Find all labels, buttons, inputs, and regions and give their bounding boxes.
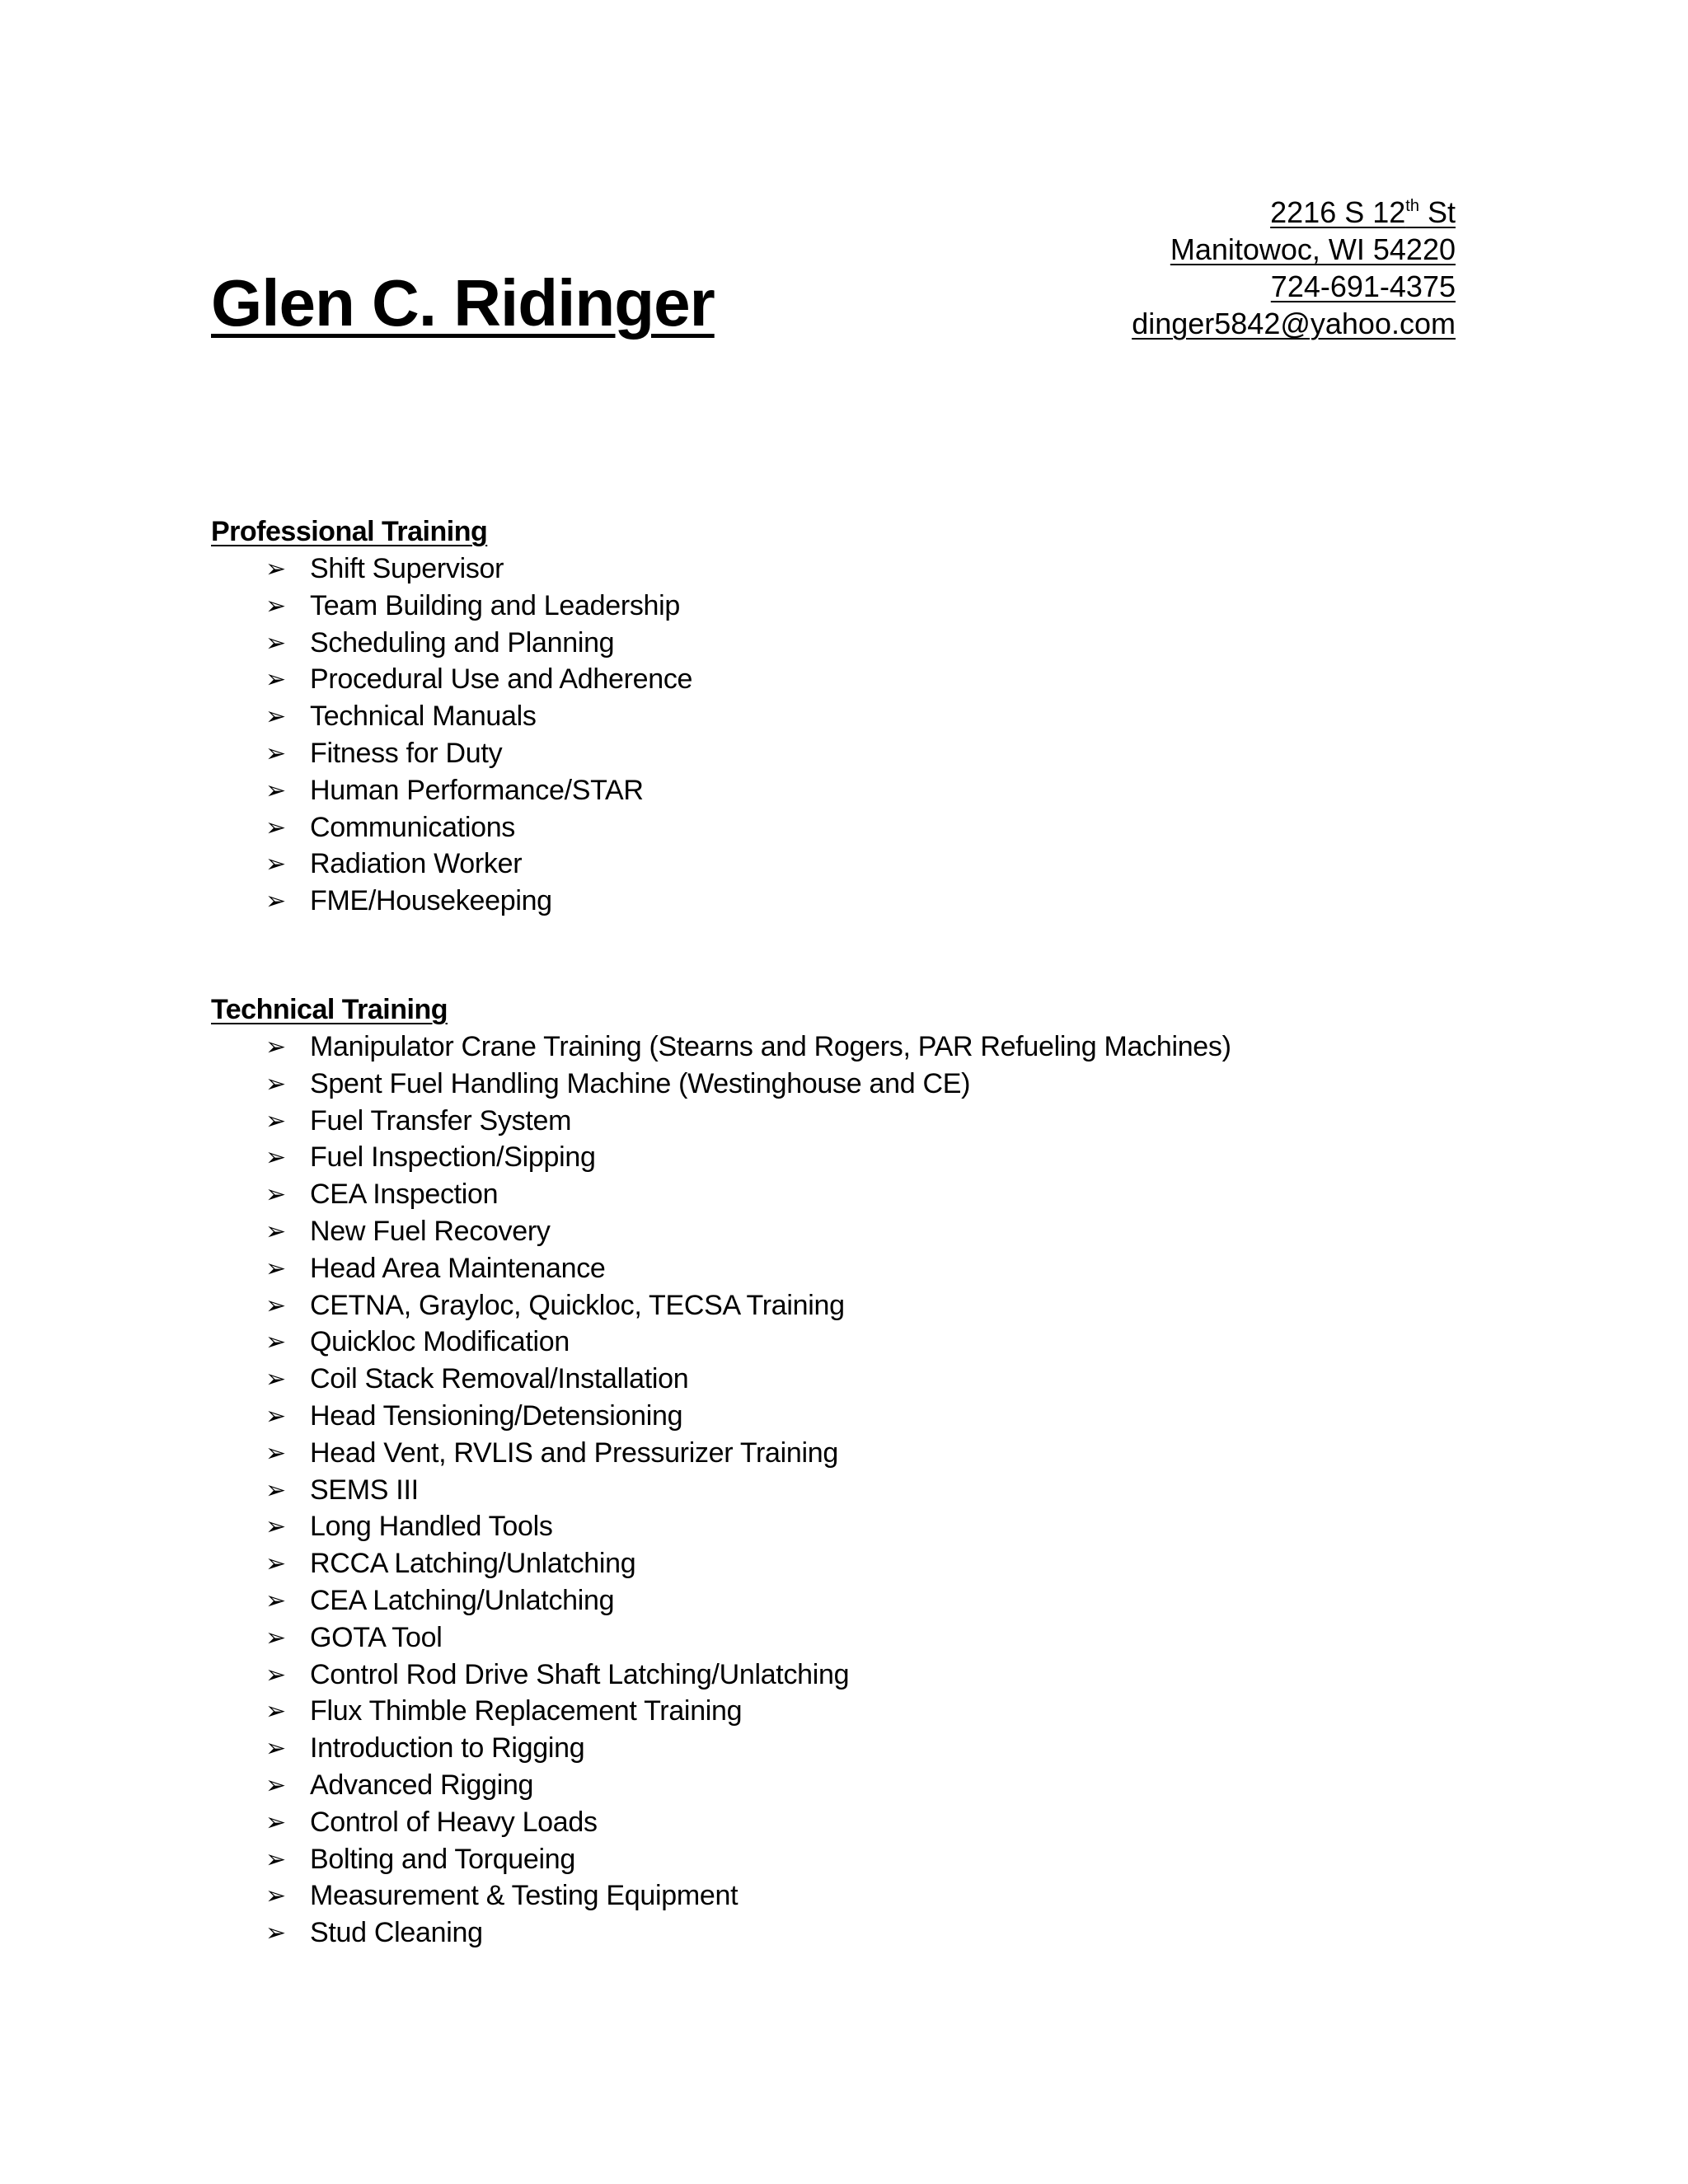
list-item-text: Manipulator Crane Training (Stearns and Rogers, PAR Refueling Machines) (310, 1031, 1231, 1062)
arrowhead-bullet-icon: ➢ (265, 1033, 286, 1062)
list-item-text: Fuel Inspection/Sipping (310, 1141, 596, 1174)
list-item (211, 698, 692, 735)
contact-block (1132, 194, 1456, 342)
list-item-text: FME/Housekeeping (310, 885, 552, 917)
list-item (211, 846, 692, 883)
phone-number: 724-691-4375 (1270, 269, 1456, 303)
list-item-text: Shift Supervisor (310, 553, 504, 584)
technical-training-section (211, 991, 1231, 1952)
list-item (211, 1324, 1231, 1361)
arrowhead-bullet-icon: ➢ (265, 1106, 286, 1136)
arrowhead-bullet-icon: ➢ (265, 1216, 286, 1246)
list-item-text: Advanced Rigging (310, 1769, 534, 1801)
list-item-text: New Fuel Recovery (310, 1215, 551, 1247)
arrowhead-bullet-icon: ➢ (265, 1475, 286, 1505)
professional-training-section (211, 513, 692, 920)
list-item-text: Fitness for Duty (310, 737, 503, 769)
list-item-text: Measurement & Testing Equipment (310, 1880, 738, 1912)
list-item-text: Stud Cleaning (310, 1917, 483, 1949)
list-item (211, 1103, 1231, 1140)
list-item (211, 1730, 1231, 1767)
list-item-text: RCCA Latching/Unlatching (310, 1548, 636, 1580)
list-item-text: CEA Latching/Unlatching (310, 1584, 615, 1616)
arrowhead-bullet-icon: ➢ (265, 887, 286, 916)
list-item (211, 1139, 1231, 1176)
arrowhead-bullet-icon: ➢ (265, 1882, 286, 1911)
arrowhead-bullet-icon: ➢ (265, 1623, 286, 1652)
list-item (211, 1472, 1231, 1509)
arrowhead-bullet-icon: ➢ (265, 628, 286, 658)
list-item-text: Head Vent, RVLIS and Pressurizer Training (310, 1436, 838, 1469)
list-item-text: Technical Manuals (310, 701, 537, 733)
arrowhead-bullet-icon: ➢ (265, 555, 286, 583)
professional-training-heading: Professional Training (211, 516, 488, 547)
list-item (211, 1029, 1231, 1066)
arrowhead-bullet-icon: ➢ (265, 665, 286, 695)
list-item (211, 551, 692, 588)
technical-training-heading: Technical Training (211, 994, 448, 1025)
arrowhead-bullet-icon: ➢ (265, 591, 286, 621)
arrowhead-bullet-icon: ➢ (265, 1365, 286, 1394)
arrowhead-bullet-icon: ➢ (265, 850, 286, 879)
list-item (211, 1361, 1231, 1398)
list-item (211, 1508, 1231, 1545)
arrowhead-bullet-icon: ➢ (265, 1549, 286, 1579)
list-item (211, 1176, 1231, 1213)
address-line-city: Manitowoc, WI 54220 (1170, 232, 1456, 266)
list-item (211, 1693, 1231, 1730)
email-link[interactable]: dinger5842@yahoo.com (1132, 307, 1456, 340)
address-line-street: 2216 S 12th St (1270, 195, 1456, 229)
arrowhead-bullet-icon: ➢ (265, 1512, 286, 1542)
list-item-text: Head Area Maintenance (310, 1252, 606, 1284)
list-item (211, 772, 692, 809)
list-item (211, 1841, 1231, 1878)
list-item-text: Control of Heavy Loads (310, 1806, 598, 1838)
arrowhead-bullet-icon: ➢ (265, 738, 286, 768)
arrowhead-bullet-icon: ➢ (265, 776, 286, 805)
list-item-text: GOTA Tool (310, 1621, 443, 1653)
list-item-text: Radiation Worker (310, 848, 523, 880)
arrowhead-bullet-icon: ➢ (265, 813, 286, 842)
arrowhead-bullet-icon: ➢ (265, 1919, 286, 1948)
list-item-text: Procedural Use and Adherence (310, 663, 693, 696)
list-item-text: Fuel Transfer System (310, 1104, 572, 1137)
list-item-text: Communications (310, 811, 516, 843)
arrowhead-bullet-icon: ➢ (265, 1844, 286, 1874)
list-item-text: Introduction to Rigging (310, 1732, 585, 1765)
arrowhead-bullet-icon: ➢ (265, 1254, 286, 1283)
arrowhead-bullet-icon: ➢ (265, 1770, 286, 1800)
list-item (211, 588, 692, 625)
list-item (211, 1398, 1231, 1435)
arrowhead-bullet-icon: ➢ (265, 1291, 286, 1320)
list-item (211, 661, 692, 698)
list-item-text: Long Handled Tools (310, 1511, 553, 1543)
arrowhead-bullet-icon: ➢ (265, 1401, 286, 1431)
list-item (211, 1582, 1231, 1619)
list-item (211, 1066, 1231, 1103)
list-item-text: Spent Fuel Handling Machine (Westinghouse and CE) (310, 1067, 971, 1099)
list-item-text: Bolting and Torqueing (310, 1843, 575, 1875)
list-item (211, 625, 692, 662)
arrowhead-bullet-icon: ➢ (265, 702, 286, 732)
arrowhead-bullet-icon: ➢ (265, 1438, 286, 1468)
list-item (211, 883, 692, 920)
list-item (211, 809, 692, 846)
list-item (211, 735, 692, 772)
page-title: Glen C. Ridinger (211, 266, 715, 340)
arrowhead-bullet-icon: ➢ (265, 1734, 286, 1764)
professional-training-list (211, 551, 692, 920)
list-item (211, 1657, 1231, 1694)
list-item (211, 1877, 1231, 1915)
list-item (211, 1545, 1231, 1582)
list-item (211, 1804, 1231, 1841)
list-item (211, 1287, 1231, 1324)
list-item (211, 1250, 1231, 1287)
arrowhead-bullet-icon: ➢ (265, 1069, 286, 1099)
list-item-text: Coil Stack Removal/Installation (310, 1363, 689, 1395)
arrowhead-bullet-icon: ➢ (265, 1697, 286, 1727)
list-item-text: Flux Thimble Replacement Training (310, 1695, 743, 1727)
list-item-text: Control Rod Drive Shaft Latching/Unlatching (310, 1658, 850, 1690)
list-item (211, 1213, 1231, 1250)
arrowhead-bullet-icon: ➢ (265, 1143, 286, 1173)
list-item (211, 1435, 1231, 1472)
technical-training-list (211, 1029, 1231, 1952)
list-item-text: CEA Inspection (310, 1179, 499, 1211)
list-item-text: Quickloc Modification (310, 1326, 570, 1358)
list-item (211, 1619, 1231, 1657)
list-item-text: SEMS III (310, 1474, 419, 1506)
arrowhead-bullet-icon: ➢ (265, 1660, 286, 1690)
list-item-text: Head Tensioning/Detensioning (310, 1399, 683, 1432)
arrowhead-bullet-icon: ➢ (265, 1180, 286, 1210)
list-item (211, 1915, 1231, 1952)
list-item-text: CETNA, Grayloc, Quickloc, TECSA Training (310, 1289, 845, 1321)
list-item (211, 1767, 1231, 1804)
arrowhead-bullet-icon: ➢ (265, 1328, 286, 1357)
list-item-text: Scheduling and Planning (310, 626, 615, 658)
list-item-text: Team Building and Leadership (310, 589, 681, 621)
arrowhead-bullet-icon: ➢ (265, 1807, 286, 1837)
list-item-text: Human Performance/STAR (310, 774, 644, 806)
arrowhead-bullet-icon: ➢ (265, 1586, 286, 1615)
